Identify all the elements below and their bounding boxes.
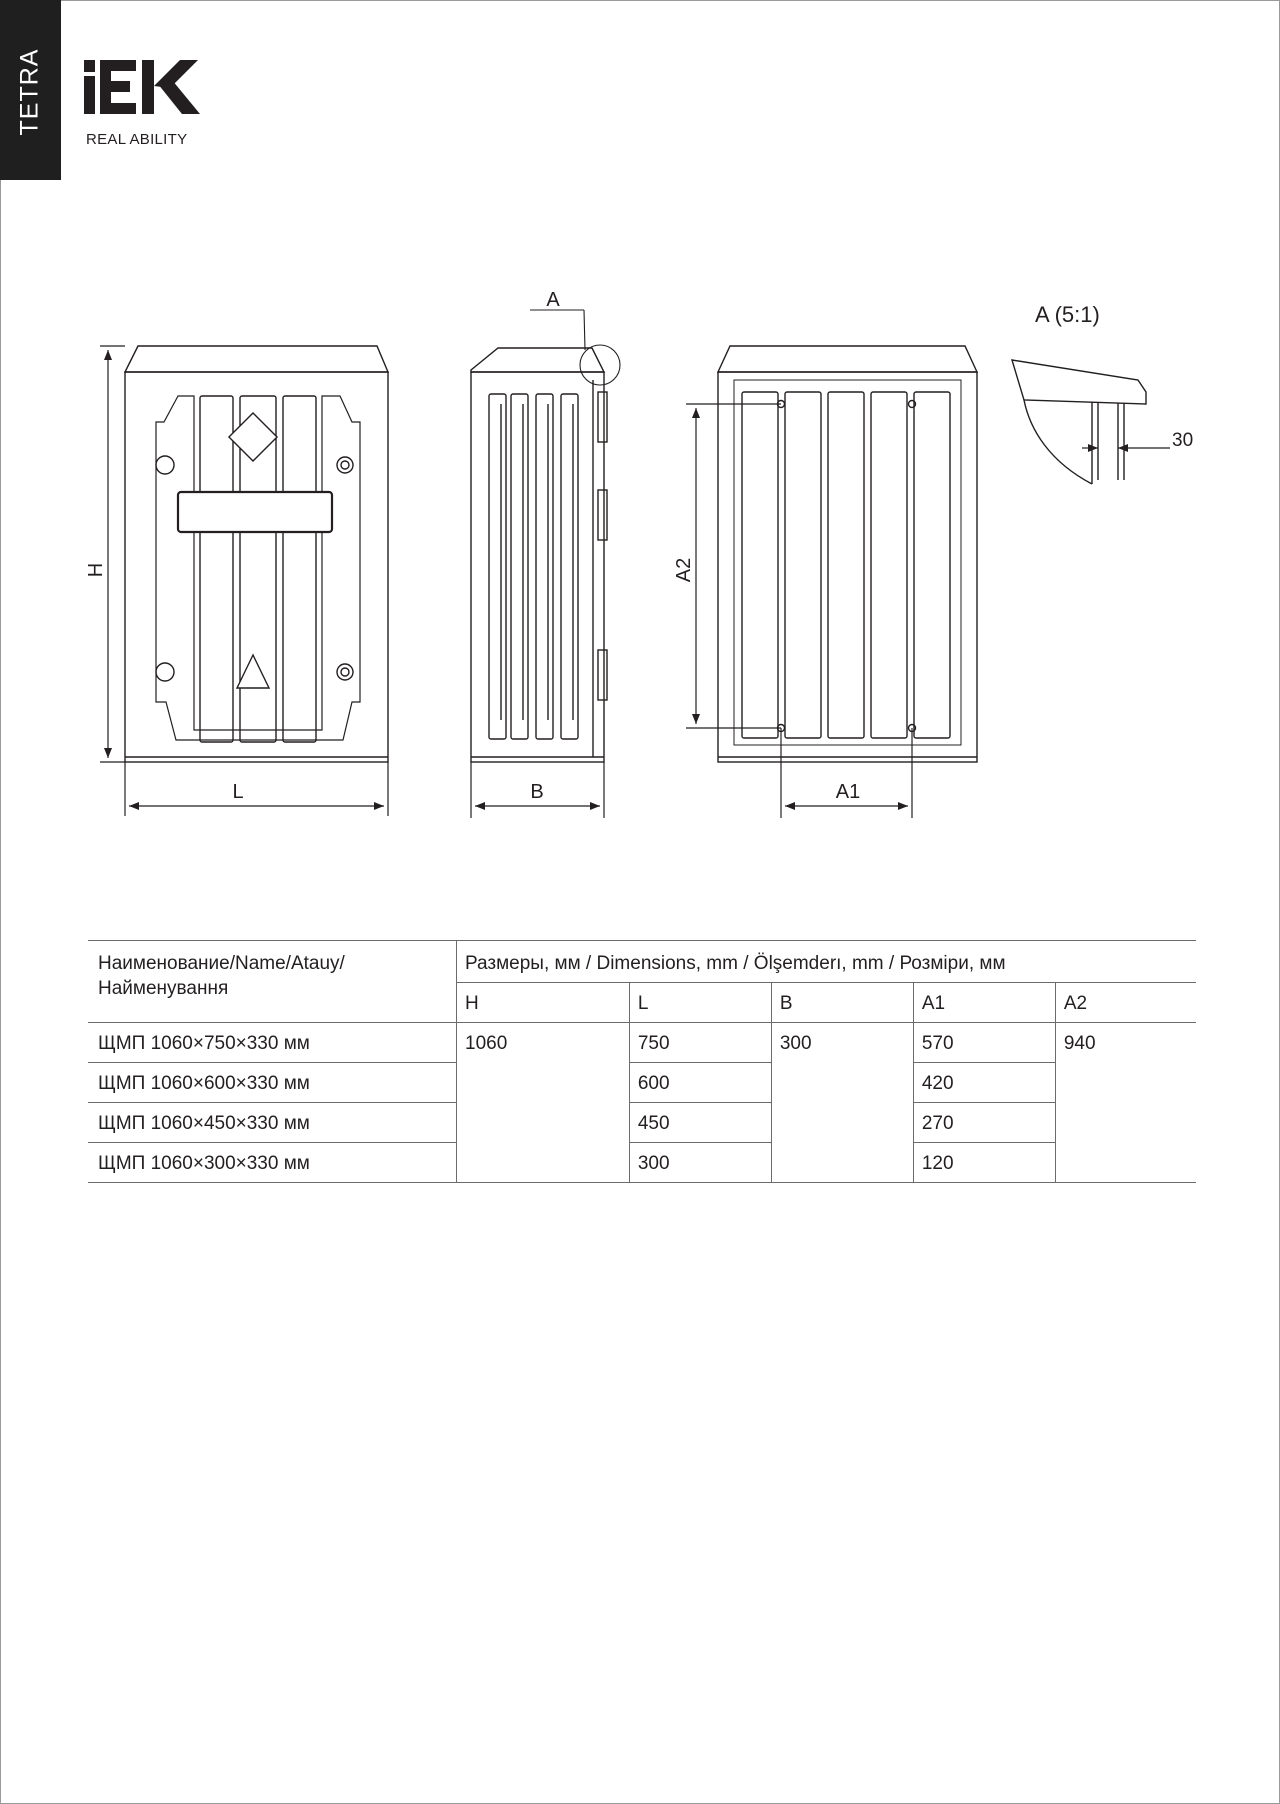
rear-view [718,346,977,762]
front-view [125,346,388,762]
cell-l: 750 [629,1023,771,1063]
column-header-b: B [771,983,913,1023]
name-column-header: Наименование/Name/Atauy/ Найменування [88,941,457,1023]
cell-l: 450 [629,1103,771,1143]
cell-l: 600 [629,1063,771,1103]
cell-a2: 940 [1055,1023,1196,1183]
cell-b: 300 [771,1023,913,1183]
table-row [88,1103,1196,1143]
column-header-h: H [457,983,630,1023]
cell-a1: 420 [913,1063,1055,1103]
detail-view [1012,360,1146,484]
dimension-h [100,346,125,762]
label-detail-callout: A [546,289,560,311]
brand-tagline: REAL ABILITY [86,131,188,148]
cell-h: 1060 [457,1023,630,1183]
dimensions-column-header: Размеры, мм / Dimensions, mm / Ölşemderı, mm / Розміри, мм [457,941,1197,983]
cell-a1: 270 [913,1103,1055,1143]
column-header-a1: A1 [913,983,1055,1023]
cell-a1: 120 [913,1143,1055,1183]
row-name: ЩМП 1060×300×330 мм [88,1143,457,1183]
cell-l: 300 [629,1143,771,1183]
label-b: B [530,781,544,803]
technical-drawing [0,0,1280,900]
row-name: ЩМП 1060×600×330 мм [88,1063,457,1103]
table-row [88,1143,1196,1183]
column-header-a2: A2 [1055,983,1196,1023]
label-h: H [85,562,107,578]
cell-a1: 570 [913,1023,1055,1063]
label-gap: 30 [1172,430,1194,451]
side-view [471,348,607,762]
column-header-l: L [629,983,771,1023]
label-a1: A1 [835,781,861,803]
series-label: TETRA [15,48,44,136]
table-header-row [88,941,1196,983]
row-name: ЩМП 1060×750×330 мм [88,1023,457,1063]
table-row [88,1023,1196,1063]
dimensions-table [88,940,1196,1183]
table-row [88,1063,1196,1103]
label-detail-title: A (5:1) [1035,302,1100,327]
dimension-a1 [781,728,912,818]
row-name: ЩМП 1060×450×330 мм [88,1103,457,1143]
dimension-l [125,762,388,816]
label-l: L [232,781,244,803]
label-a2: A2 [673,557,695,583]
